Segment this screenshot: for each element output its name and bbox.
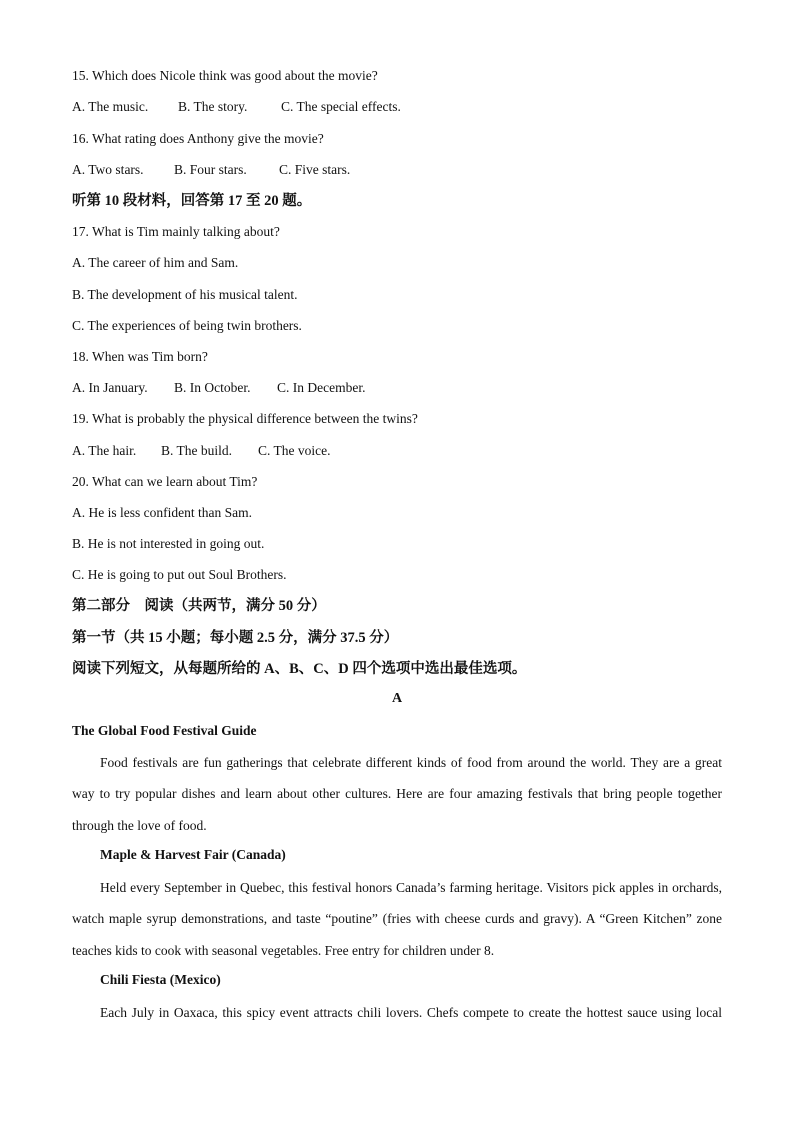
question-16-option-a: A. Two stars. [72,162,144,177]
section-10-heading: 听第 10 段材料，回答第 17 至 20 题。 [72,193,312,209]
question-15-option-a: A. The music. [72,99,149,114]
question-18-options [72,379,365,397]
passage-title: The Global Food Festival Guide [72,723,257,738]
question-17-option-a: A. The career of him and Sam. [72,255,239,270]
question-19-option-a: A. The hair. [72,443,137,458]
question-19-option-b: B. The build. [161,443,233,458]
question-15-option-c: C. The special effects. [281,99,401,114]
festival-1-heading: Maple & Harvest Fair (Canada) [100,847,286,862]
reading-instruction: 阅读下列短文，从每题所给的 A、B、C、D 四个选项中选出最佳选项。 [72,661,527,677]
question-18-option-b: B. In October. [174,380,251,395]
question-17-option-b: B. The development of his musical talent. [72,287,298,302]
question-16-options [72,161,350,179]
question-20-option-a: A. He is less confident than Sam. [72,505,252,520]
question-18-stem: 18. When was Tim born? [72,349,208,364]
passage-intro-paragraph: Food festivals are fun gatherings that celebrate different kinds of food from around the world. They are a great way to try popular dishes and learn about other cultures. Here are four amazing festivals that bring people together through the love of food. [72,755,722,833]
question-17-option-c: C. The experiences of being twin brothers. [72,318,302,333]
question-15-options [72,98,401,116]
section-1-heading: 第一节（共 15 小题；每小题 2.5 分，满分 37.5 分） [72,630,399,646]
question-19-option-c: C. The voice. [258,443,331,458]
question-16-stem: 16. What rating does Anthony give the movie? [72,131,324,146]
question-17-stem: 17. What is Tim mainly talking about? [72,224,280,239]
question-18-option-c: C. In December. [277,380,366,395]
festival-2-heading: Chili Fiesta (Mexico) [100,972,221,987]
question-20-option-b: B. He is not interested in going out. [72,536,265,551]
question-16-option-b: B. Four stars. [174,162,247,177]
question-19-stem: 19. What is probably the physical difference between the twins? [72,411,418,426]
festival-2-paragraph: Each July in Oaxaca, this spicy event attracts chili lovers. Chefs compete to create the hottest sauce using local [100,1005,722,1020]
question-20-option-c: C. He is going to put out Soul Brothers. [72,567,287,582]
question-15-option-b: B. The story. [178,99,248,114]
question-15-stem: 15. Which does Nicole think was good about the movie? [72,68,378,83]
festival-1-paragraph: Held every September in Quebec, this festival honors Canada’s farming heritage. Visitors pick apples in orchards, watch maple syrup demonstrations, and taste “poutine” (fries with cheese curds and gravy). A “Green Kitchen” zone teaches kids to cook with seasonal vegetables. Free entry for children under 8. [72,880,722,958]
question-19-options [72,442,330,460]
question-20-stem: 20. What can we learn about Tim? [72,474,258,489]
question-16-option-c: C. Five stars. [279,162,351,177]
part-2-heading: 第二部分 阅读（共两节，满分 50 分） [72,598,326,614]
question-18-option-a: A. In January. [72,380,148,395]
passage-letter: A [391,691,403,706]
